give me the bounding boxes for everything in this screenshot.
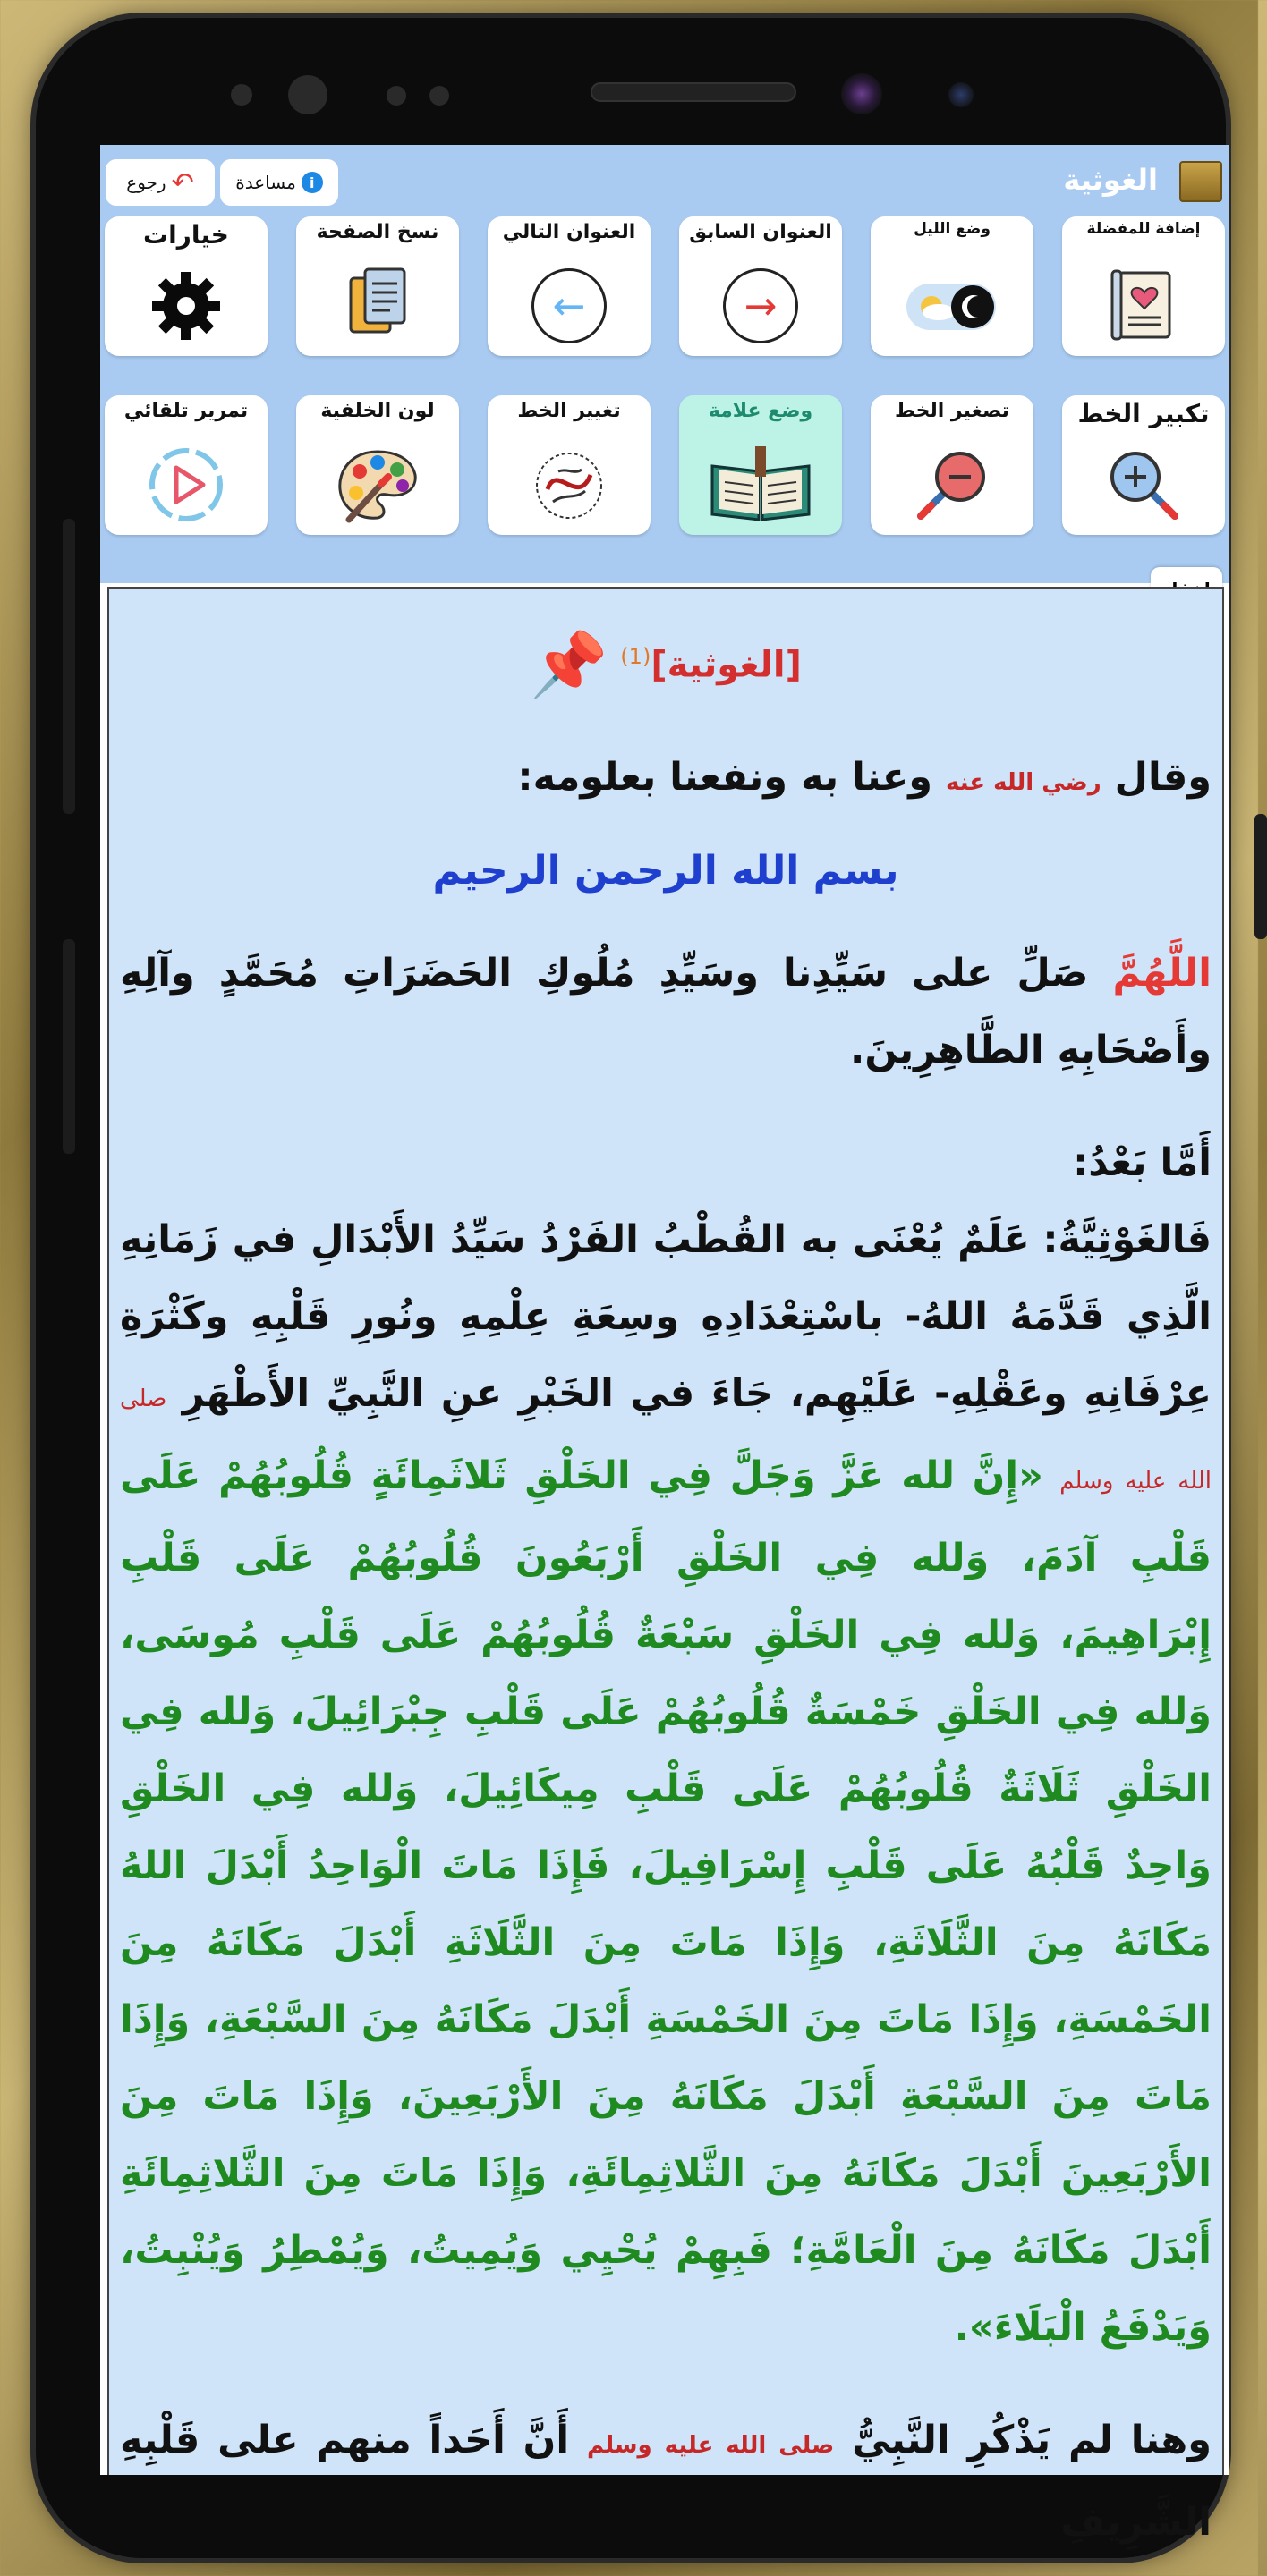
volume-button (63, 519, 75, 814)
hadith-text: «إِنَّ لله عَزَّ وَجَلَّ فِي الخَلْقِ ثَلاثَمِائَةٍ قُلُوبُهُمْ عَلَى قَلْبِ آدَمَ، وَلله فِي الخَلْقِ أَرْبَعُونَ قُلُوبُهُمْ عَلَى قَلْبِ إِبْرَاهِيمَ، وَلله فِي الخَلْقِ سَبْعَةٌ قُلُوبُهُمْ عَلَى قَلْبِ مُوسَى، وَلله فِي الخَلْقِ خَمْسَةٌ قُلُوبُهُمْ عَلَى قَلْبِ جِبْرَائِيلَ، وَلله فِي الخَلْقِ ثَلَاثَةٌ قُلُوبُهُمْ عَلَى قَلْبِ مِيكَائِيلَ، وَلله فِي الخَلْقِ وَاحِدٌ قَلْبُهُ عَلَى قَلْبِ إِسْرَافِيلَ، فَإِذَا مَاتَ الْوَاحِدُ أَبْدَلَ اللهُ مَكَانَهُ مِنَ الثَّلَاثَةِ، وَإِذَا مَاتَ مِنَ الثَّلَاثَةِ أَبْدَلَ مَكَانَهُ مِنَ الخَمْسَةِ، وَإِذَا مَاتَ مِنَ الخَمْسَةِ أَبْدَلَ مَكَانَهُ مِنَ السَّبْعَةِ، وَإِذَا مَاتَ مِنَ السَّبْعَةِ أَبْدَلَ مَكَانَهُ مِنَ الأَرْبَعِينَ، وَإِذَا مَاتَ مِنَ الأَرْبَعِينَ أَبْدَلَ مَكَانَهُ مِنَ الثَّلاثِمِائَةِ، وَإِذَا مَاتَ مِنَ الثَّلاثِمِائَةِ أَبْدَلَ مَكَانَهُ مِنَ الْعَامَّةِ؛ فَبِهِمْ يُحْيِي وَيُمِيتُ، وَيُمْطِرُ وَيُنْبِتُ، وَيَدْفَعُ الْبَلَاءَ». (120, 1453, 1212, 2350)
paragraph-amma-bad: أَمَّا بَعْدُ: (1073, 1140, 1212, 1185)
power-button (1254, 814, 1267, 939)
tool-label: العنوان السابق (689, 221, 832, 243)
honorific-glyph: رضي الله عنه (945, 769, 1101, 796)
app-logo-icon (1179, 161, 1222, 202)
section-title: [الغوثية]$^{(1)}$ (620, 643, 802, 686)
intro-line: وقال رضي الله عنه وعنا به ونفعنا بعلومه: (517, 755, 1212, 800)
background-color-button[interactable] (296, 395, 459, 535)
basmala: بسم الله الرحمن الرحيم (432, 848, 899, 894)
calligraphy-icon (524, 442, 614, 528)
arrow-left-icon: ← (524, 263, 614, 349)
night-mode-icon (907, 263, 997, 349)
add-favorite-button[interactable] (1062, 216, 1225, 356)
copy-page-button[interactable] (296, 216, 459, 356)
footnote-marker[interactable]: (1) (620, 643, 651, 669)
bookmark-button[interactable] (679, 395, 842, 535)
honorific-glyph: صلى الله عليه وسلم (586, 2432, 835, 2459)
tool-label: وضع الليل (914, 220, 991, 238)
phone-frame (36, 18, 1226, 2558)
info-icon: i (302, 172, 323, 193)
zoom-out-button[interactable] (871, 395, 1033, 535)
tool-label: تغيير الخط (517, 400, 621, 422)
tool-label: تكبير الخط (1077, 399, 1210, 428)
palette-icon (333, 442, 422, 528)
zoom-in-icon (1099, 442, 1188, 528)
pushpin-icon: 📌 (530, 627, 608, 701)
honorific-glyph: صلى الله عليه وسلم (120, 1385, 1212, 1495)
night-mode-button[interactable] (871, 216, 1033, 356)
sensor-dot (231, 84, 252, 106)
options-button[interactable] (105, 216, 268, 356)
front-sensor (288, 75, 327, 114)
bixby-button (63, 939, 75, 1154)
tool-label: تصغير الخط (895, 400, 1009, 422)
tool-label: وضع علامة (708, 400, 813, 422)
help-label: مساعدة (235, 172, 296, 193)
earpiece-speaker (591, 82, 796, 102)
zoom-in-button[interactable] (1062, 395, 1225, 535)
toolbar (100, 216, 1229, 583)
reading-content (107, 587, 1224, 2545)
tool-label: العنوان التالي (502, 221, 636, 243)
arrow-right-icon: → (716, 263, 805, 349)
front-camera (841, 73, 882, 114)
sensor-dot (387, 86, 406, 106)
app-title: الغوثية (1063, 163, 1158, 197)
help-button[interactable] (220, 159, 338, 206)
tool-label: إضافة للمفضلة (1086, 220, 1201, 238)
zoom-out-icon (907, 442, 997, 528)
tool-label: نسخ الصفحة (316, 221, 439, 243)
proximity-sensor (948, 82, 974, 107)
paragraph-definition: فَالغَوْثِيَّةُ: عَلَمٌ يُعْنَى به القُطْبُ الفَرْدُ سَيِّدُ الأَبْدَالِ في زَمَانِهِ الَّذِي قَدَّمَهُ اللهُ- باسْتِعْدَادِهِ وسِعَةِ عِلْمِهِ ونُورِ قَلْبِهِ وكَثْرَةِ عِرْفَانِهِ وعَقْلِهِ- عَلَيْهِم، جَاءَ في الخَبْرِ عنِ النَّبِيِّ الأَطْهَرِ صلى الله عليه وسلم «إِنَّ لله عَزَّ وَجَلَّ فِي الخَلْقِ ثَلاثَمِائَةٍ قُلُوبُهُمْ عَلَى قَلْبِ آدَمَ، وَلله فِي الخَلْقِ أَرْبَعُونَ قُلُوبُهُمْ عَلَى قَلْبِ إِبْرَاهِيمَ، وَلله فِي الخَلْقِ سَبْعَةٌ قُلُوبُهُمْ عَلَى قَلْبِ مُوسَى، وَلله فِي الخَلْقِ خَمْسَةٌ قُلُوبُهُمْ عَلَى قَلْبِ جِبْرَائِيلَ، وَلله فِي الخَلْقِ ثَلَاثَةٌ قُلُوبُهُمْ عَلَى قَلْبِ مِيكَائِيلَ، وَلله فِي الخَلْقِ وَاحِدٌ قَلْبُهُ عَلَى قَلْبِ إِسْرَافِيلَ، فَإِذَا مَاتَ الْوَاحِدُ أَبْدَلَ اللهُ مَكَانَهُ مِنَ الثَّلَاثَةِ، وَإِذَا مَاتَ مِنَ الثَّلَاثَةِ أَبْدَلَ مَكَانَهُ مِنَ الخَمْسَةِ، وَإِذَا مَاتَ مِنَ الخَمْسَةِ أَبْدَلَ مَكَانَهُ مِنَ السَّبْعَةِ، وَإِذَا مَاتَ مِنَ السَّبْعَةِ أَبْدَلَ مَكَانَهُ مِنَ الأَرْبَعِينَ، وَإِذَا مَاتَ مِنَ الأَرْبَعِينَ أَبْدَلَ مَكَانَهُ مِنَ الثَّلاثِمِائَةِ، وَإِذَا مَاتَ مِنَ الثَّلاثِمِائَةِ أَبْدَلَ مَكَانَهُ مِنَ الْعَامَّةِ؛ فَبِهِمْ يُحْيِي وَيُمِيتُ، وَيُمْطِرُ وَيُنْبِتُ، وَيَدْفَعُ الْبَلَاءَ». (120, 1217, 1212, 2350)
copy-icon (333, 263, 422, 349)
back-label: رجوع (126, 172, 166, 193)
next-title-button[interactable] (488, 216, 651, 356)
back-button[interactable] (106, 159, 215, 206)
favorite-book-icon (1099, 263, 1188, 349)
tool-label: تمرير تلقائي (123, 400, 249, 422)
autoplay-icon (141, 442, 231, 528)
previous-title-button[interactable] (679, 216, 842, 356)
title-bar (100, 145, 1229, 216)
change-font-button[interactable] (488, 395, 651, 535)
auto-scroll-button[interactable] (105, 395, 268, 535)
back-arrow-icon: ↶ (171, 166, 194, 199)
section-heading (120, 615, 1212, 714)
paragraph-continuation: وهنا لم يَذْكُرِ النَّبِيُّ صلى الله عليه وسلم أَنَّ أَحَداً منهم على قَلْبِهِ الشَّرِيفِ (120, 2418, 1212, 2545)
bookmark-book-icon (716, 442, 805, 528)
gear-icon (141, 263, 231, 349)
tool-label: لون الخلفية (320, 400, 435, 422)
paragraph-salawat: اللَّهُمَّ صَلِّ على سَيِّدِنا وسَيِّدِ مُلُوكِ الحَضَرَاتِ مُحَمَّدٍ وآلِهِ وأَصْحَابِهِ الطَّاهِرِينَ. (120, 951, 1212, 1072)
app-screen (100, 145, 1229, 2545)
tool-label: خيارات (143, 220, 229, 250)
sensor-dot (429, 86, 449, 106)
